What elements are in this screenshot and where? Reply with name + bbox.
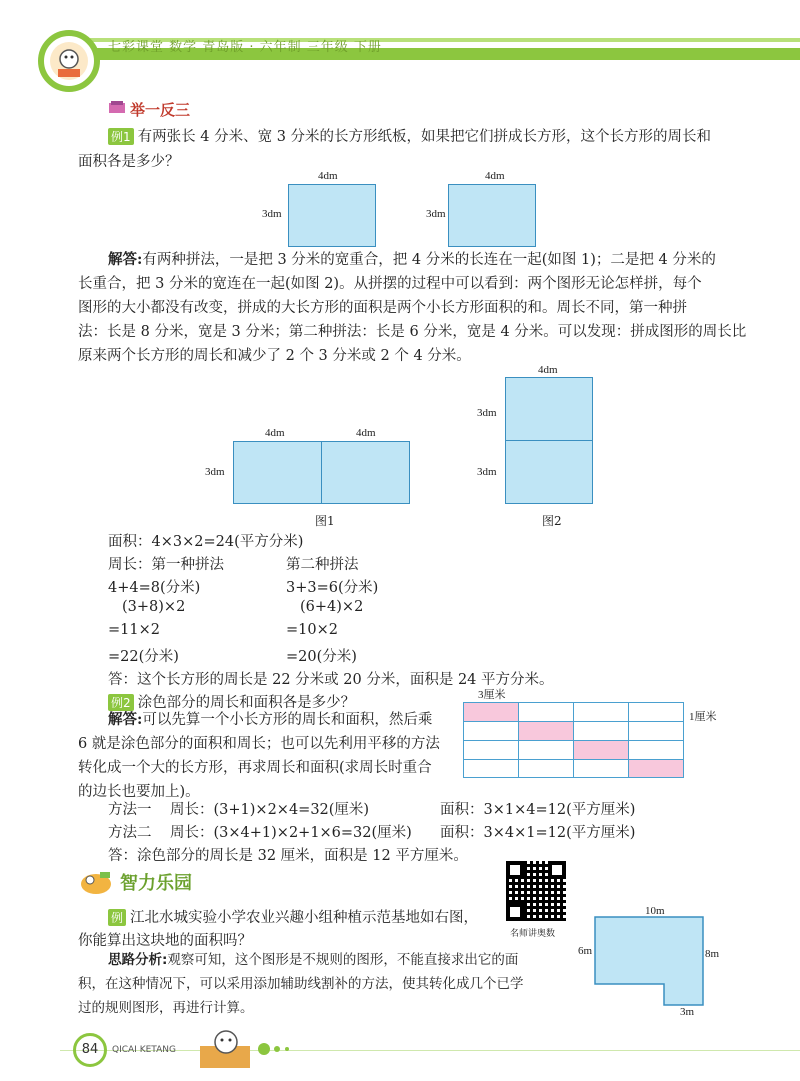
example2-method2-label: 方法二 bbox=[108, 825, 152, 841]
fig1-top-label-left: 4dm bbox=[265, 427, 285, 439]
rect-a-side-label: 3dm bbox=[262, 208, 282, 220]
logo-mascot-icon bbox=[50, 42, 88, 80]
example1-answer-line1: 解答:有两种拼法，一是把 3 分米的宽重合，把 4 分米的长连在一起(如图 1)；二是把 4 分米的 bbox=[108, 251, 716, 268]
rect-b-top-label: 4dm bbox=[485, 170, 505, 182]
example3-analysis-line1: 思路分析:观察可知，这个图形是不规则的图形，不能直接求出它的面 bbox=[108, 952, 519, 968]
qr-caption: 名师讲奥数 bbox=[510, 929, 556, 939]
grid-figure bbox=[463, 702, 684, 778]
grid-cell bbox=[573, 759, 629, 778]
example2-answer-line2: 6 就是涂色部分的面积和周长；也可以先利用平移的方法 bbox=[78, 736, 440, 752]
fig2-side-label-bottom: 3dm bbox=[477, 466, 497, 478]
footer-dot-large bbox=[258, 1043, 270, 1055]
l-shape-figure bbox=[594, 916, 704, 1006]
section-title-zlly: 智力乐园 bbox=[120, 873, 192, 894]
example2-method1-area: 面积：3×1×4=12(平方厘米) bbox=[440, 802, 636, 818]
footer-mascot-icon bbox=[196, 1028, 256, 1070]
shape-top-label: 10m bbox=[645, 905, 665, 917]
example2-method2-area: 面积：3×4×1=12(平方厘米) bbox=[440, 825, 636, 841]
grid-cell bbox=[573, 702, 629, 722]
shape-left-label: 6m bbox=[578, 945, 593, 957]
example1-question-line2: 面积各是多少？ bbox=[78, 154, 180, 170]
grid-cell-shaded bbox=[573, 740, 629, 760]
m2-step: (6+4)×2 bbox=[300, 599, 364, 615]
grid-cell bbox=[628, 740, 684, 760]
example1-question-line1: 例1 有两张长 4 分米、宽 3 分米的长方形纸板，如果把它们拼成长方形，这个长方形的周长和 bbox=[108, 125, 711, 146]
example3-analysis-line3: 过的规则图形，再进行计算。 bbox=[78, 1000, 254, 1016]
grid-cell bbox=[628, 721, 684, 741]
example3-analysis-line2: 积，在这种情况下，可以采用添加辅助线割补的方法，使其转化成几个已学 bbox=[78, 976, 524, 992]
shape-right-label: 8m bbox=[705, 948, 720, 960]
example2-method1-perimeter: 周长：(3+1)×2×4=32(厘米) bbox=[170, 802, 370, 818]
fig1-caption: 图1 bbox=[315, 514, 335, 528]
example1-tag: 例1 bbox=[108, 128, 134, 145]
qr-code[interactable] bbox=[506, 861, 566, 921]
example1-answer-line3: 图形的大小都没有改变，拼成的大长方形的面积是两个小长方形面积的和。周长不同，第一种拼 bbox=[78, 300, 687, 316]
grid-cell bbox=[463, 721, 519, 741]
grid-cell bbox=[463, 759, 519, 778]
area-calc: 面积：4×3×2=24(平方分米) bbox=[108, 534, 304, 550]
m1-step: 4+4=8(分米) bbox=[108, 580, 201, 596]
grid-cell-shaded bbox=[463, 702, 519, 722]
example1-answer-line5: 原来两个长方形的周长和减少了 2 个 3 分米或 2 个 4 分米。 bbox=[78, 348, 471, 364]
fig2-rect-bottom bbox=[505, 440, 593, 504]
grid-top-label: 3厘米 bbox=[478, 689, 506, 701]
shape-bottom-label: 3m bbox=[680, 1006, 695, 1018]
grid-cell bbox=[518, 740, 574, 760]
page-number: 84 bbox=[73, 1033, 107, 1067]
m2-step: 3+3=6(分米) bbox=[286, 580, 379, 596]
fig1-top-label-right: 4dm bbox=[356, 427, 376, 439]
example1-answer-line2: 长重合，把 3 分米的宽连在一起(如图 2)。从拼摆的过程中可以看到：两个图形无论怎样拼，每个 bbox=[78, 276, 702, 292]
fig2-caption: 图2 bbox=[542, 514, 562, 528]
grid-cell bbox=[573, 721, 629, 741]
rect-b-side-label: 3dm bbox=[426, 208, 446, 220]
example2-question: 例2 涂色部分的周长和面积各是多少？ bbox=[108, 691, 355, 712]
perimeter-head: 周长：第一种拼法 bbox=[108, 557, 224, 573]
example3-tag: 例 bbox=[108, 909, 126, 926]
m1-step: =22(分米) bbox=[108, 649, 179, 665]
example2-method1-label: 方法一 bbox=[108, 802, 152, 818]
fig1-rect-left bbox=[233, 441, 322, 504]
grid-cell bbox=[518, 759, 574, 778]
grid-cell bbox=[518, 702, 574, 722]
example2-final-answer: 答：涂色部分的周长是 32 厘米，面积是 12 平方厘米。 bbox=[108, 848, 468, 864]
footer-dot-medium bbox=[274, 1046, 280, 1052]
method2-head: 第二种拼法 bbox=[286, 557, 359, 573]
example1-answer-line4: 法：长是 8 分米，宽是 3 分米；第二种拼法：长是 6 分米，宽是 4 分米。可以发现：拼成图形的周长比 bbox=[78, 324, 747, 340]
fig2-rect-top bbox=[505, 377, 593, 441]
fig1-side-label: 3dm bbox=[205, 466, 225, 478]
section-title-jyfs: 举一反三 bbox=[130, 101, 191, 119]
fig2-side-label-top: 3dm bbox=[477, 407, 497, 419]
rect-a bbox=[288, 184, 376, 247]
example3-question-line1: 例 江北水城实验小学农业兴趣小组种植示范基地如右图， bbox=[108, 906, 478, 927]
example2-method2-perimeter: 周长：(3×4+1)×2+1×6=32(厘米) bbox=[170, 825, 412, 841]
header-title: 七彩课堂 数学 青岛版 · 六年制 三年级 下册 bbox=[108, 40, 382, 55]
m1-step: (3+8)×2 bbox=[122, 599, 186, 615]
m1-step: =11×2 bbox=[108, 622, 160, 638]
puzzle-mascot-icon bbox=[78, 866, 114, 896]
m2-step: =20(分米) bbox=[286, 649, 357, 665]
example1-final-answer: 答：这个长方形的周长是 22 分米或 20 分米，面积是 24 平方分米。 bbox=[108, 672, 554, 688]
book-icon bbox=[108, 101, 126, 115]
rect-a-top-label: 4dm bbox=[318, 170, 338, 182]
grid-side-label: 1厘米 bbox=[689, 711, 717, 723]
m2-step: =10×2 bbox=[286, 622, 338, 638]
footer-brand: QICAI KETANG bbox=[112, 1045, 176, 1055]
grid-cell-shaded bbox=[628, 759, 684, 778]
rect-b bbox=[448, 184, 536, 247]
fig2-top-label: 4dm bbox=[538, 364, 558, 376]
grid-cell bbox=[628, 702, 684, 722]
fig1-rect-right bbox=[321, 441, 410, 504]
example3-question-line2: 你能算出这块地的面积吗？ bbox=[78, 933, 252, 949]
example2-answer-line3: 转化成一个大的长方形，再求周长和面积(求周长时重合 bbox=[78, 760, 432, 776]
example2-answer-line1: 解答:可以先算一个小长方形的周长和面积，然后乘 bbox=[108, 711, 433, 728]
footer-dot-small bbox=[285, 1047, 289, 1051]
grid-cell bbox=[463, 740, 519, 760]
example2-answer-line4: 的边长也要加上)。 bbox=[78, 784, 200, 800]
example2-tag: 例2 bbox=[108, 694, 134, 711]
grid-cell-shaded bbox=[518, 721, 574, 741]
